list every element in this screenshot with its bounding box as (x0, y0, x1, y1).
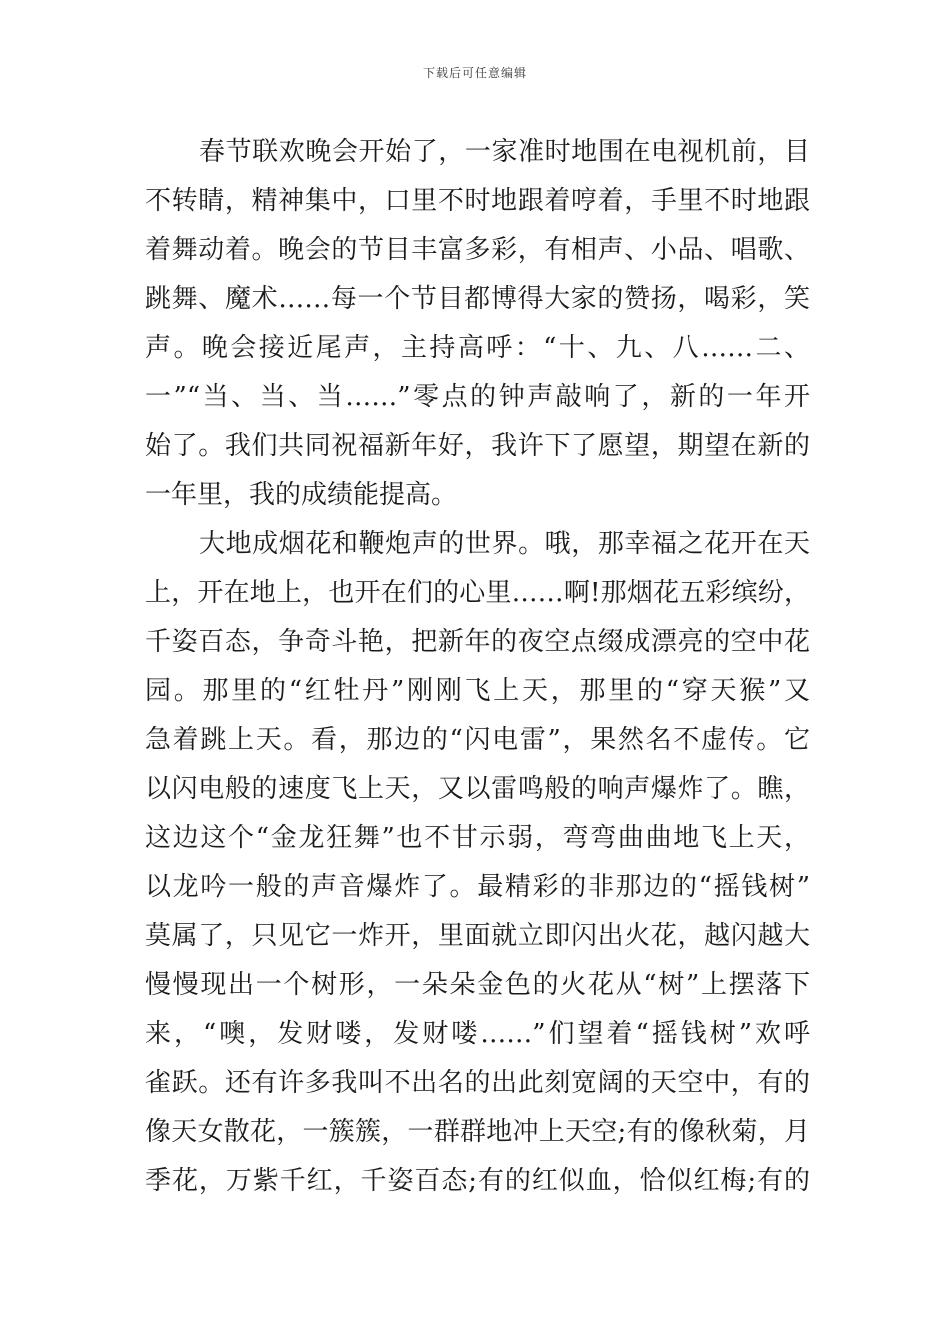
header-note: 下载后可任意编辑 (422, 66, 527, 80)
text-line: 不转睛，精神集中，口里不时地跟着哼着，手里不时地跟 (145, 186, 810, 216)
document-body (145, 128, 810, 1206)
text-line: 一”“当、当、当……”零点的钟声敲响了，新的一年开 (145, 382, 810, 412)
text-line: 大地成烟花和鞭炮声的世界。哦，那幸福之花开在天 (199, 529, 810, 559)
text-line: 一年里，我的成绩能提高。 (145, 480, 458, 510)
text-line: 急着跳上天。看，那边的“闪电雷”，果然名不虚传。它 (145, 725, 810, 755)
text-line: 上，开在地上，也开在们的心里……啊!那烟花五彩缤纷， (145, 578, 810, 608)
text-line: 来，“噢，发财喽，发财喽……”们望着“摇钱树”欢呼 (145, 1019, 810, 1049)
text-line: 园。那里的“红牡丹”刚刚飞上天，那里的“穿天猴”又 (145, 676, 810, 706)
text-line: 以闪电般的速度飞上天，又以雷鸣般的响声爆炸了。瞧， (145, 774, 810, 804)
text-line: 莫属了，只见它一炸开，里面就立即闪出火花，越闪越大 (145, 921, 810, 951)
text-line: 跳舞、魔术……每一个节目都博得大家的赞扬，喝彩，笑 (145, 284, 810, 314)
text-line: 雀跃。还有许多我叫不出名的出此刻宽阔的天空中，有的 (145, 1068, 810, 1098)
text-line: 春节联欢晚会开始了，一家准时地围在电视机前，目 (199, 137, 810, 167)
text-line: 季花，万紫千红，千姿百态;有的红似血，恰似红梅;有的 (145, 1166, 810, 1196)
text-line: 以龙吟一般的声音爆炸了。最精彩的非那边的“摇钱树” (145, 872, 810, 902)
text-line: 声。晚会接近尾声，主持高呼：“十、九、八……二、 (145, 333, 810, 363)
text-line: 着舞动着。晚会的节目丰富多彩，有相声、小品、唱歌、 (145, 235, 810, 265)
text-line: 千姿百态，争奇斗艳，把新年的夜空点缀成漂亮的空中花 (145, 627, 810, 657)
paragraph-2 (145, 520, 810, 1206)
text-line: 始了。我们共同祝福新年好，我许下了愿望，期望在新的 (145, 431, 810, 461)
text-line: 这边这个“金龙狂舞”也不甘示弱，弯弯曲曲地飞上天， (145, 823, 810, 853)
text-line: 慢慢现出一个树形，一朵朵金色的火花从“树”上摆落下 (145, 970, 810, 1000)
text-line: 像天女散花，一簇簇，一群群地冲上天空;有的像秋菊，月 (145, 1117, 810, 1147)
paragraph-1 (145, 128, 810, 520)
